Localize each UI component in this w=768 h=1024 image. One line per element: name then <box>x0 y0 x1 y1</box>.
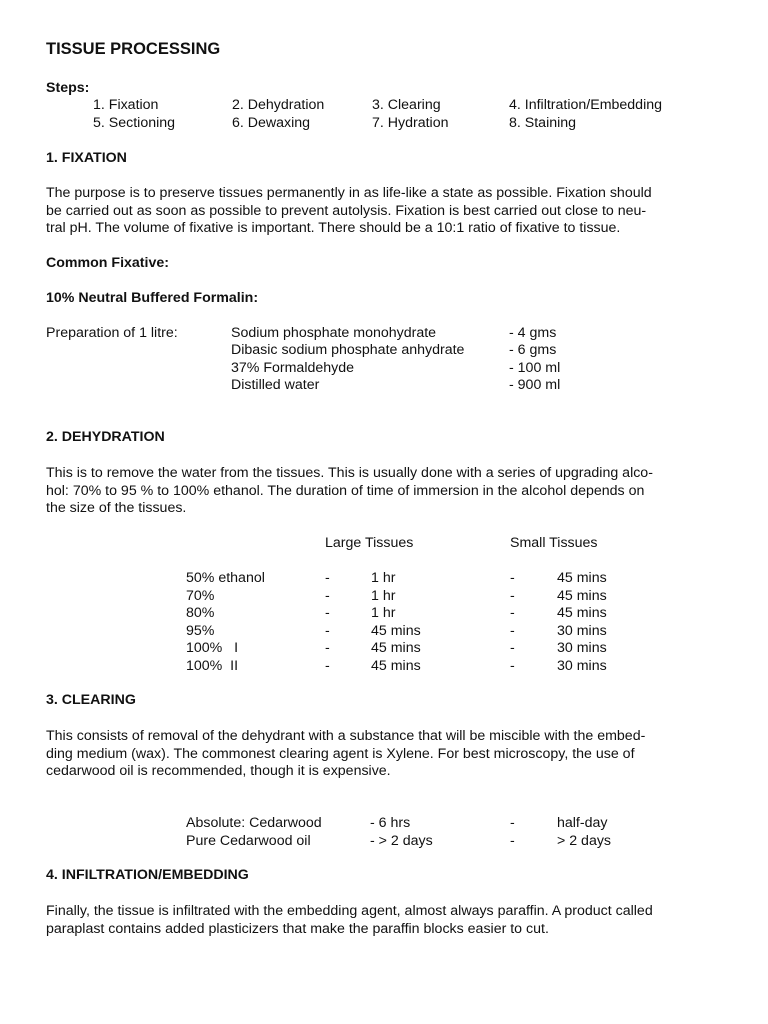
ingredient-name: Distilled water <box>231 377 320 393</box>
ingredient-amount: - 6 gms <box>509 342 557 358</box>
row-dash: - <box>510 640 515 656</box>
column-header-large: Large Tissues <box>325 535 414 551</box>
row-alt-value: > 2 days <box>557 833 612 849</box>
row-label: Pure Cedarwood oil <box>186 833 311 849</box>
row-small-time: 30 mins <box>557 658 607 674</box>
row-label: 80% <box>186 605 215 621</box>
row-small-time: 45 mins <box>557 588 607 604</box>
row-dash: - <box>510 833 515 849</box>
row-dash: - <box>325 640 330 656</box>
page-title: TISSUE PROCESSING <box>46 40 221 58</box>
row-large-time: 1 hr <box>371 605 396 621</box>
section-heading-fixation: 1. FIXATION <box>46 150 127 166</box>
row-label: Absolute: Cedarwood <box>186 815 322 831</box>
paragraph-line: The purpose is to preserve tissues permanently in as life-like a state as possible. Fixation should <box>46 185 652 201</box>
ingredient-amount: - 900 ml <box>509 377 561 393</box>
row-dash: - <box>510 588 515 604</box>
row-label: 50% ethanol <box>186 570 265 586</box>
row-large-time: 1 hr <box>371 570 396 586</box>
row-large-time: 45 mins <box>371 658 421 674</box>
paragraph-line: This consists of removal of the dehydrant with a substance that will be miscible with the embed- <box>46 728 646 744</box>
row-large-time: 1 hr <box>371 588 396 604</box>
ingredient-amount: - 100 ml <box>509 360 561 376</box>
row-dash: - <box>325 570 330 586</box>
paragraph-line: This is to remove the water from the tissues. This is usually done with a series of upgrading alco- <box>46 465 653 481</box>
section-heading-dehydration: 2. DEHYDRATION <box>46 429 165 445</box>
paragraph-line: Finally, the tissue is infiltrated with the embedding agent, almost always paraffin. A product called <box>46 903 653 919</box>
step-item: 7. Hydration <box>372 115 449 131</box>
row-small-time: 30 mins <box>557 640 607 656</box>
row-dash: - <box>325 658 330 674</box>
row-dash: - <box>510 658 515 674</box>
paragraph-line: be carried out as soon as possible to prevent autolysis. Fixation is best carried out close to neu- <box>46 202 647 219</box>
ingredient-name: Dibasic sodium phosphate anhydrate <box>231 342 465 358</box>
row-small-time: 30 mins <box>557 623 607 639</box>
row-dash: - <box>325 588 330 604</box>
step-item: 4. Infiltration/Embedding <box>509 97 663 113</box>
row-dash: - <box>510 605 515 621</box>
row-alt-value: half-day <box>557 815 608 831</box>
row-dash: - <box>510 570 515 586</box>
steps-label: Steps: <box>46 80 90 96</box>
clearing-paragraph <box>46 728 716 781</box>
paragraph-line: tral pH. The volume of fixative is important. There should be a 10:1 ratio of fixative to tissue. <box>46 220 621 236</box>
formalin-label: 10% Neutral Buffered Formalin: <box>46 290 259 306</box>
row-small-time: 45 mins <box>557 605 607 621</box>
section-heading-clearing: 3. CLEARING <box>46 692 136 708</box>
row-label: 100% I <box>186 640 239 656</box>
step-item: 8. Staining <box>509 115 577 131</box>
row-large-time: 45 mins <box>371 640 421 656</box>
row-dash: - <box>325 623 330 639</box>
row-label: 70% <box>186 588 215 604</box>
step-item: 6. Dewaxing <box>232 115 311 131</box>
ingredient-name: 37% Formaldehyde <box>231 360 355 376</box>
row-dash: - <box>510 623 515 639</box>
row-label: 95% <box>186 623 215 639</box>
step-item: 3. Clearing <box>372 97 441 113</box>
infiltration-paragraph <box>46 903 716 938</box>
row-label: 100% II <box>186 658 239 674</box>
row-dash: - <box>325 605 330 621</box>
prep-label: Preparation of 1 litre: <box>46 325 178 341</box>
dehydration-paragraph <box>46 465 716 518</box>
paragraph-line: paraplast contains added plasticizers that make the paraffin blocks easier to cut. <box>46 920 549 937</box>
row-large-time: 45 mins <box>371 623 421 639</box>
column-header-small: Small Tissues <box>510 535 598 551</box>
step-item: 2. Dehydration <box>232 97 325 113</box>
section-heading-infiltration: 4. INFILTRATION/EMBEDDING <box>46 867 249 883</box>
row-value: - 6 hrs <box>370 815 411 831</box>
row-small-time: 45 mins <box>557 570 607 586</box>
paragraph-line: cedarwood oil is recommended, though it is expensive. <box>46 763 391 779</box>
paragraph-line: hol: 70% to 95 % to 100% ethanol. The duration of time of immersion in the alcohol depends on <box>46 482 645 499</box>
ingredient-name: Sodium phosphate monohydrate <box>231 325 437 341</box>
paragraph-line: the size of the tissues. <box>46 500 187 516</box>
step-item: 5. Sectioning <box>93 115 176 131</box>
fixation-paragraph <box>46 185 716 238</box>
step-item: 1. Fixation <box>93 97 159 113</box>
row-dash: - <box>510 815 515 831</box>
common-fixative-label: Common Fixative: <box>46 255 169 271</box>
ingredient-amount: - 4 gms <box>509 325 557 341</box>
paragraph-line: ding medium (wax). The commonest clearing agent is Xylene. For best microscopy, the use of <box>46 745 635 762</box>
row-value: - > 2 days <box>370 833 433 849</box>
